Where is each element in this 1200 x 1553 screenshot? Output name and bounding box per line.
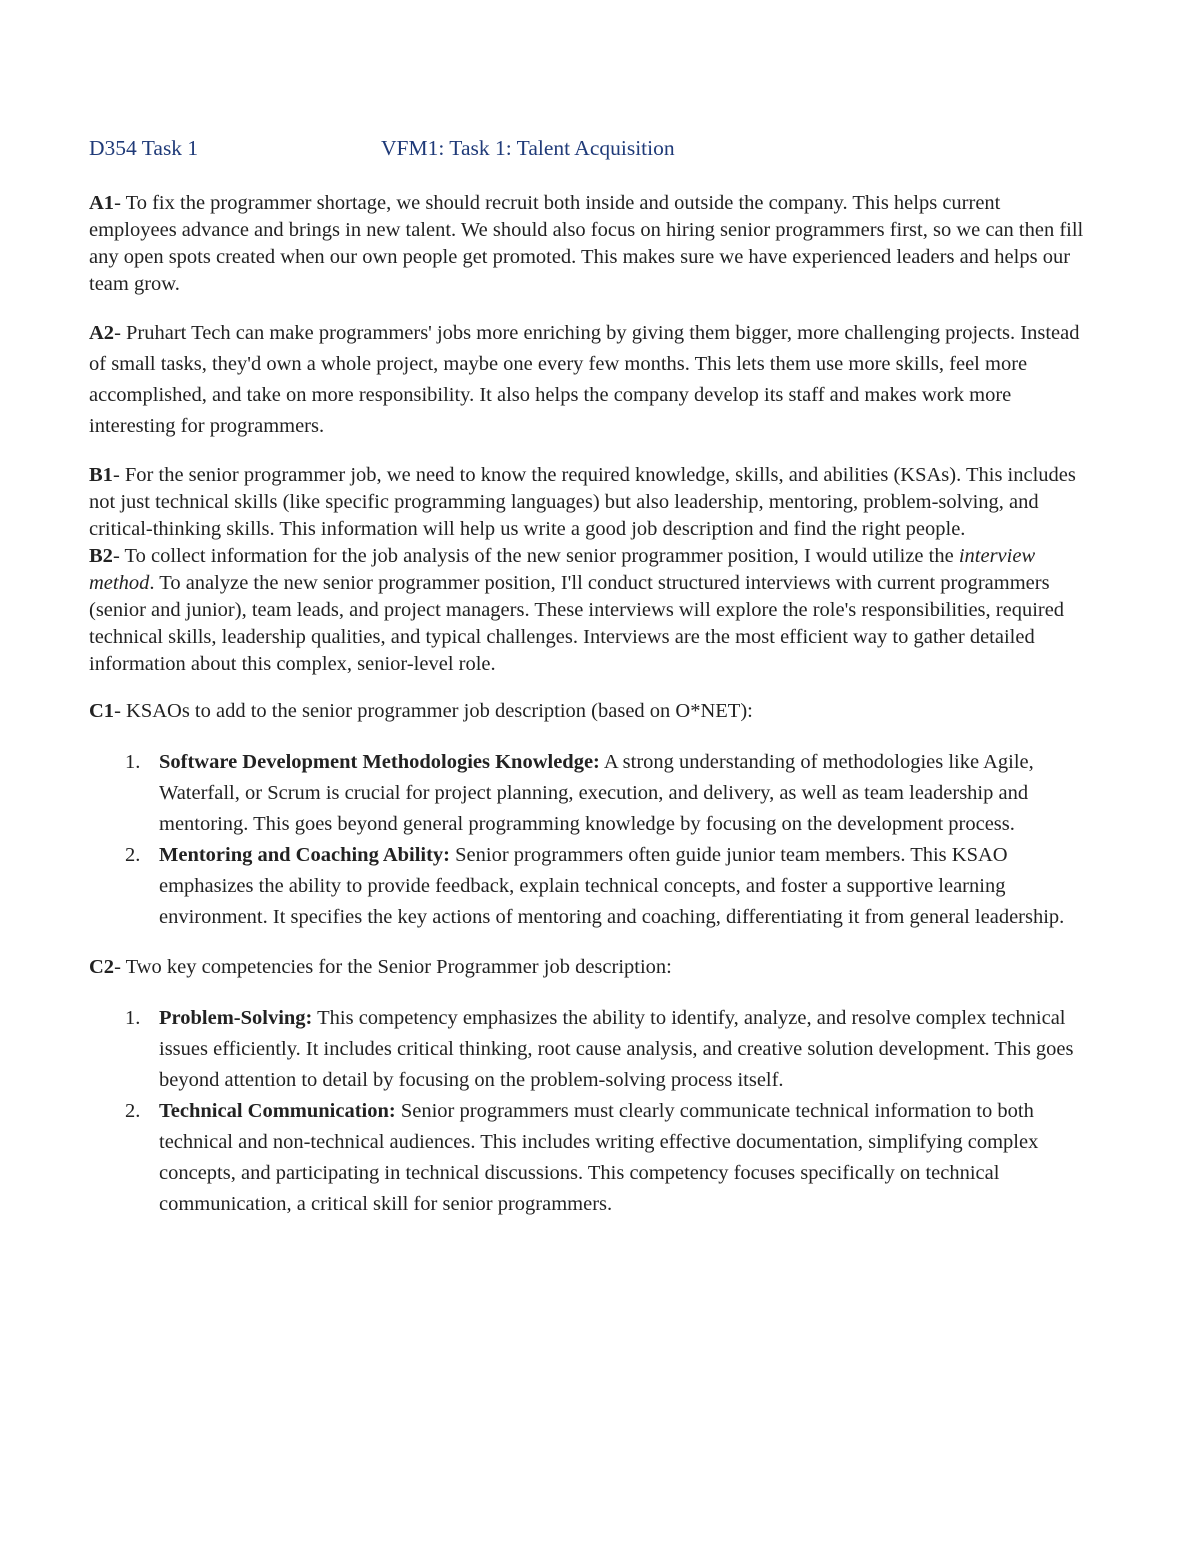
- list-number: 1.: [125, 1007, 141, 1029]
- section-label-b2: B2: [89, 545, 113, 567]
- list-item: [89, 840, 1089, 933]
- list-number: 2.: [125, 1100, 141, 1122]
- paragraph-c1-text: - KSAOs to add to the senior programmer job description (based on O*NET):: [114, 700, 753, 722]
- list-item: [89, 1096, 1089, 1220]
- section-label-a2: A2: [89, 322, 115, 344]
- c1-list: [89, 747, 1089, 933]
- document-header: [89, 132, 1089, 162]
- list-item-text: Senior programmers must clearly communicate technical information to both technical and non-technical audiences. This includes writing effective documentation, simplifying complex concepts, and participating in technical discussions. This competency focuses specifically on technical communication, a critical skill for senior programmers.: [159, 1100, 1039, 1215]
- list-item: [89, 747, 1089, 840]
- document-page: [89, 132, 1089, 1220]
- list-item-title: Problem-Solving:: [159, 1007, 313, 1029]
- paragraph-c1: [89, 698, 1089, 725]
- list-item-text: A strong understanding of methodologies like Agile, Waterfall, or Scrum is crucial for project planning, execution, and delivery, as well as team leadership and mentoring. This goes beyond general programming knowledge by focusing on the development process.: [159, 751, 1034, 835]
- list-number: 2.: [125, 844, 141, 866]
- paragraph-b1-text: - For the senior programmer job, we need to know the required knowledge, skills, and abilities (KSAs). This includes not just technical skills (like specific programming languages) but also leadership, mentoring, problem-solving, and critical-thinking skills. This information will help us write a good job description and find the right people.: [89, 464, 1076, 540]
- paragraph-b2-text-after: . To analyze the new senior programmer position, I'll conduct structured interviews with current programmers (senior and junior), team leads, and project managers. These interviews will explore the role's responsibilities, required technical skills, leadership qualities, and typical challenges. Interviews are the most efficient way to gather detailed information about this complex, senior-level role.: [89, 572, 1065, 675]
- paragraph-b2: [89, 543, 1089, 678]
- list-item-title: Technical Communication:: [159, 1100, 396, 1122]
- paragraph-b1: [89, 462, 1089, 543]
- section-label-b1: B1: [89, 464, 113, 486]
- paragraph-a1: [89, 190, 1089, 298]
- paragraph-c2: [89, 954, 1089, 981]
- paragraph-a1-text: - To fix the programmer shortage, we should recruit both inside and outside the company. This helps current employees advance and brings in new talent. We should also focus on hiring senior programmers first, so we can then fill any open spots created when our own people get promoted. This makes sure we have experienced leaders and helps our team grow.: [89, 192, 1084, 295]
- c2-list: [89, 1003, 1089, 1220]
- paragraph-b2-text-before: - To collect information for the job analysis of the new senior programmer position, I would utilize the: [112, 545, 959, 567]
- list-item-title: Mentoring and Coaching Ability:: [159, 844, 451, 866]
- document-title: VFM1: Task 1: Talent Acquisition: [381, 136, 675, 160]
- list-item-text: This competency emphasizes the ability to identify, analyze, and resolve complex technical issues efficiently. It includes critical thinking, root cause analysis, and creative solution development. This goes beyond attention to detail by focusing on the problem-solving process itself.: [159, 1007, 1074, 1091]
- section-label-a1: A1: [89, 192, 115, 214]
- list-item-title: Software Development Methodologies Knowledge:: [159, 751, 600, 773]
- course-code: D354 Task 1: [89, 136, 199, 160]
- list-item: [89, 1003, 1089, 1096]
- list-item-text: Senior programmers often guide junior team members. This KSAO emphasizes the ability to provide feedback, explain technical concepts, and foster a supportive learning environment. It specifies the key actions of mentoring and coaching, differentiating it from general leadership.: [159, 844, 1065, 928]
- paragraph-a2: [89, 318, 1089, 442]
- paragraph-b2-emphasis: interview method: [89, 545, 1036, 594]
- paragraph-a2-text: - Pruhart Tech can make programmers' jobs more enriching by giving them bigger, more challenging projects. Instead of small tasks, they'd own a whole project, maybe one every few months. This lets them use more skills, feel more accomplished, and take on more responsibility. It also helps the company develop its staff and makes work more interesting for programmers.: [89, 322, 1080, 437]
- list-number: 1.: [125, 751, 141, 773]
- section-label-c2: C2: [89, 956, 115, 978]
- section-label-c1: C1: [89, 700, 115, 722]
- paragraph-c2-text: - Two key competencies for the Senior Programmer job description:: [114, 956, 672, 978]
